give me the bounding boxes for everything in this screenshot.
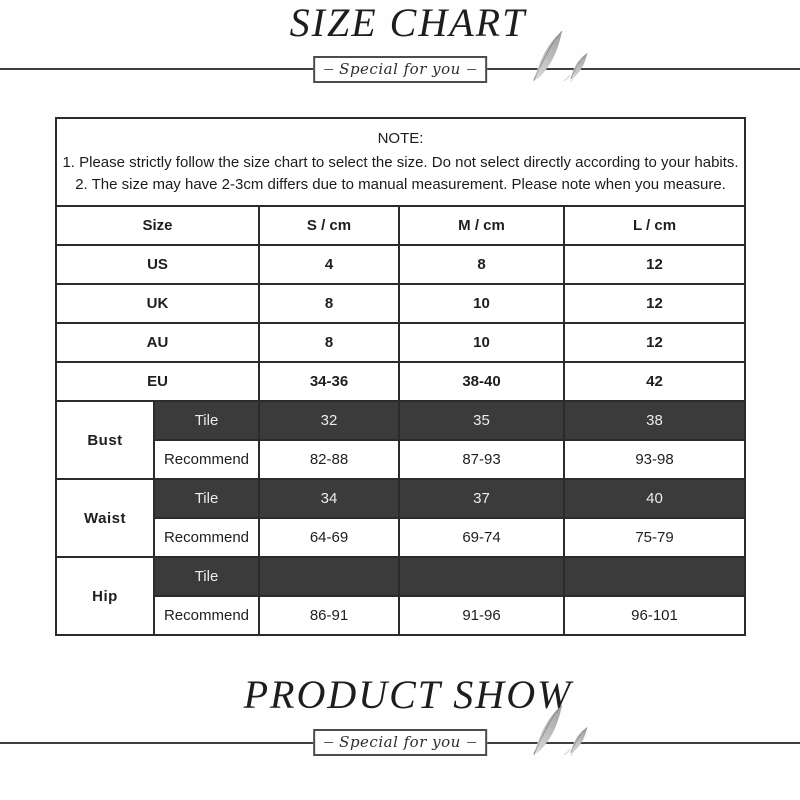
table-row-au bbox=[56, 323, 745, 362]
table-cell: 69-74 bbox=[399, 518, 564, 557]
table-cell: 91-96 bbox=[399, 596, 564, 635]
table-cell: 12 bbox=[564, 245, 745, 284]
table-row-eu bbox=[56, 362, 745, 401]
table-cell: 93-98 bbox=[564, 440, 745, 479]
row-label-hip: Hip bbox=[56, 557, 154, 635]
row-label-waist: Waist bbox=[56, 479, 154, 557]
table-cell: 12 bbox=[564, 323, 745, 362]
size-table bbox=[55, 117, 746, 636]
sub-label-recommend: Recommend bbox=[154, 518, 259, 557]
sub-label-tile: Tile bbox=[154, 401, 259, 440]
table-cell: 38-40 bbox=[399, 362, 564, 401]
row-label: AU bbox=[56, 323, 259, 362]
note-row bbox=[56, 118, 745, 206]
sub-label-recommend: Recommend bbox=[154, 440, 259, 479]
table-cell: 87-93 bbox=[399, 440, 564, 479]
table-cell: 10 bbox=[399, 284, 564, 323]
badge-line-stub bbox=[467, 742, 476, 743]
row-label: EU bbox=[56, 362, 259, 401]
table-row-bust-recommend bbox=[56, 440, 745, 479]
badge-line-stub bbox=[324, 69, 333, 70]
table-cell: 4 bbox=[259, 245, 399, 284]
column-header-l: L / cm bbox=[564, 206, 745, 245]
badge-label: Special for you bbox=[339, 59, 461, 78]
table-row-us bbox=[56, 245, 745, 284]
feather-icon bbox=[527, 702, 595, 756]
table-cell: 64-69 bbox=[259, 518, 399, 557]
note-line-2: 2. The size may have 2-3cm differs due to manual measurement. Please note when you measure. bbox=[75, 176, 726, 193]
table-cell bbox=[564, 557, 745, 596]
table-cell: 37 bbox=[399, 479, 564, 518]
column-header-s: S / cm bbox=[259, 206, 399, 245]
table-row-waist-recommend bbox=[56, 518, 745, 557]
table-cell: 86-91 bbox=[259, 596, 399, 635]
table-cell: 38 bbox=[564, 401, 745, 440]
table-cell: 8 bbox=[259, 323, 399, 362]
column-header-size: Size bbox=[56, 206, 259, 245]
column-header-m: M / cm bbox=[399, 206, 564, 245]
table-cell: 10 bbox=[399, 323, 564, 362]
row-label: US bbox=[56, 245, 259, 284]
table-cell: 34-36 bbox=[259, 362, 399, 401]
table-cell: 42 bbox=[564, 362, 745, 401]
row-label: UK bbox=[56, 284, 259, 323]
sub-label-tile: Tile bbox=[154, 479, 259, 518]
table-cell: 8 bbox=[399, 245, 564, 284]
table-row-hip-tile bbox=[56, 557, 745, 596]
table-cell bbox=[399, 557, 564, 596]
feather-icon bbox=[527, 28, 595, 82]
product-show-title: PRODUCT SHOW bbox=[243, 672, 573, 717]
table-cell: 35 bbox=[399, 401, 564, 440]
table-header-row bbox=[56, 206, 745, 245]
note-heading: NOTE: bbox=[377, 129, 424, 147]
note-line-1: 1. Please strictly follow the size chart to select the size. Do not select directly according to your habits. bbox=[62, 153, 739, 171]
badge-line-stub bbox=[324, 742, 333, 743]
table-row-hip-recommend bbox=[56, 596, 745, 635]
table-row-bust-tile bbox=[56, 401, 745, 440]
table-cell: 96-101 bbox=[564, 596, 745, 635]
sub-label-recommend: Recommend bbox=[154, 596, 259, 635]
table-cell: 40 bbox=[564, 479, 745, 518]
badge-line-stub bbox=[467, 69, 476, 70]
special-for-you-badge bbox=[313, 56, 487, 83]
size-chart-title: SIZE CHART bbox=[289, 0, 527, 45]
table-row-uk bbox=[56, 284, 745, 323]
table-cell bbox=[259, 557, 399, 596]
table-cell: 12 bbox=[564, 284, 745, 323]
table-cell: 32 bbox=[259, 401, 399, 440]
table-row-waist-tile bbox=[56, 479, 745, 518]
table-cell: 82-88 bbox=[259, 440, 399, 479]
note-cell bbox=[56, 118, 745, 206]
row-label-bust: Bust bbox=[56, 401, 154, 479]
special-for-you-badge bbox=[313, 729, 487, 756]
sub-label-tile: Tile bbox=[154, 557, 259, 596]
table-cell: 34 bbox=[259, 479, 399, 518]
badge-label: Special for you bbox=[339, 732, 461, 751]
table-cell: 75-79 bbox=[564, 518, 745, 557]
table-cell: 8 bbox=[259, 284, 399, 323]
